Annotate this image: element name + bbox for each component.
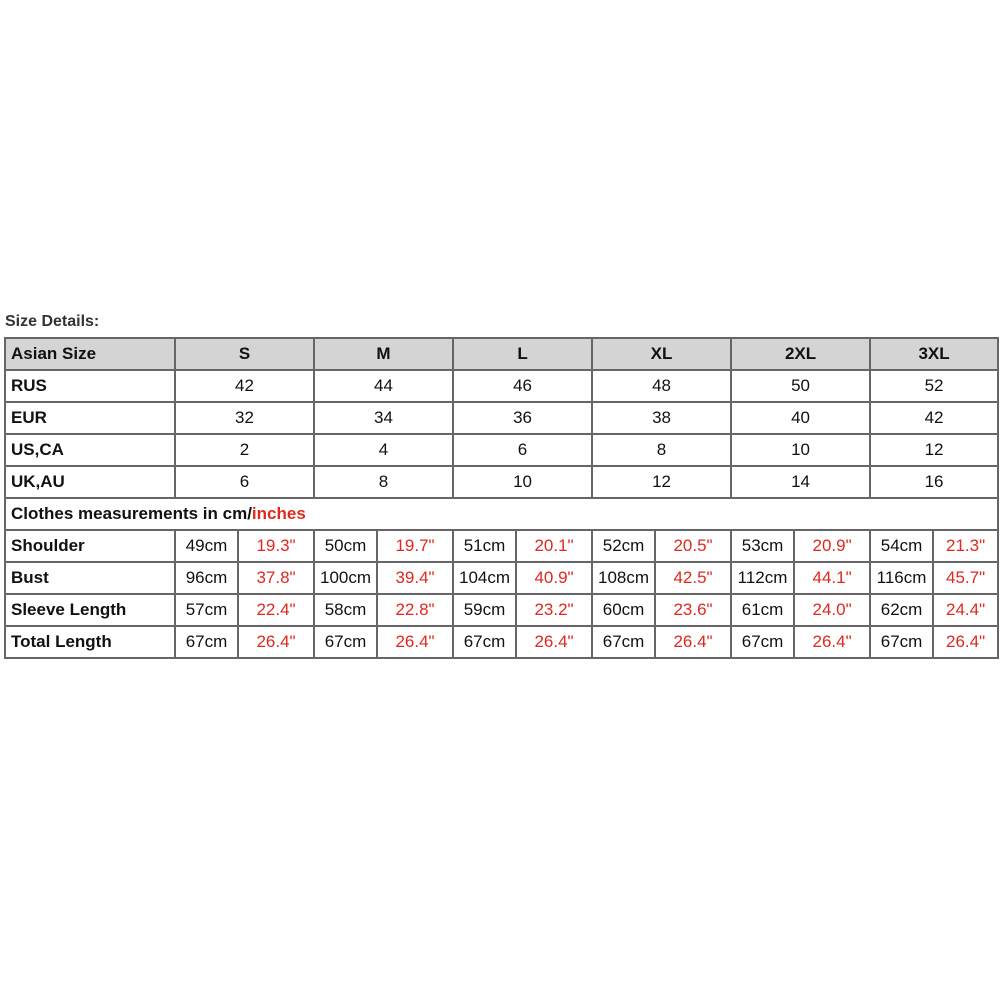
- inch-value: 40.9": [516, 562, 592, 594]
- row-label: Bust: [5, 562, 175, 594]
- size-value: 32: [175, 402, 314, 434]
- size-chart-table: [4, 337, 999, 659]
- size-value: 40: [731, 402, 870, 434]
- inch-value: 22.4": [238, 594, 314, 626]
- row-label: Total Length: [5, 626, 175, 658]
- inch-value: 26.4": [655, 626, 731, 658]
- measurements-heading-suffix: inches: [251, 504, 306, 523]
- inch-value: 24.4": [933, 594, 998, 626]
- size-value: 12: [592, 466, 731, 498]
- inch-value: 19.7": [377, 530, 453, 562]
- row-label: Shoulder: [5, 530, 175, 562]
- measurement-row: [5, 626, 998, 658]
- size-value: 34: [314, 402, 453, 434]
- size-value: 38: [592, 402, 731, 434]
- size-value: 4: [314, 434, 453, 466]
- measurements-heading-prefix: Clothes measurements in cm/: [11, 504, 252, 523]
- size-value: 8: [314, 466, 453, 498]
- size-header: 2XL: [731, 338, 870, 370]
- cm-value: 53cm: [731, 530, 794, 562]
- inch-value: 23.6": [655, 594, 731, 626]
- size-value: 2: [175, 434, 314, 466]
- cm-value: 112cm: [731, 562, 794, 594]
- size-header: XL: [592, 338, 731, 370]
- cm-value: 60cm: [592, 594, 655, 626]
- size-value: 14: [731, 466, 870, 498]
- cm-value: 67cm: [453, 626, 516, 658]
- inch-value: 45.7": [933, 562, 998, 594]
- size-header: M: [314, 338, 453, 370]
- row-label: US,CA: [5, 434, 175, 466]
- size-value: 36: [453, 402, 592, 434]
- cm-value: 57cm: [175, 594, 238, 626]
- measurement-row: [5, 530, 998, 562]
- cm-value: 67cm: [870, 626, 933, 658]
- inch-value: 20.9": [794, 530, 870, 562]
- inch-value: 19.3": [238, 530, 314, 562]
- size-value: 50: [731, 370, 870, 402]
- cm-value: 59cm: [453, 594, 516, 626]
- inch-value: 44.1": [794, 562, 870, 594]
- inch-value: 21.3": [933, 530, 998, 562]
- size-value: 10: [731, 434, 870, 466]
- header-label: Asian Size: [5, 338, 175, 370]
- row-label: Sleeve Length: [5, 594, 175, 626]
- inch-value: 24.0": [794, 594, 870, 626]
- size-value: 46: [453, 370, 592, 402]
- size-value: 48: [592, 370, 731, 402]
- size-header: S: [175, 338, 314, 370]
- cm-value: 52cm: [592, 530, 655, 562]
- size-header: 3XL: [870, 338, 998, 370]
- inch-value: 20.5": [655, 530, 731, 562]
- cm-value: 104cm: [453, 562, 516, 594]
- cm-value: 116cm: [870, 562, 933, 594]
- size-value: 6: [453, 434, 592, 466]
- inch-value: 26.4": [516, 626, 592, 658]
- size-value: 12: [870, 434, 998, 466]
- measurements-heading: [5, 498, 998, 530]
- cm-value: 58cm: [314, 594, 377, 626]
- conversion-row: [5, 370, 998, 402]
- inch-value: 42.5": [655, 562, 731, 594]
- cm-value: 108cm: [592, 562, 655, 594]
- size-value: 42: [870, 402, 998, 434]
- measurement-row: [5, 562, 998, 594]
- row-label: UK,AU: [5, 466, 175, 498]
- size-value: 42: [175, 370, 314, 402]
- size-value: 10: [453, 466, 592, 498]
- size-value: 6: [175, 466, 314, 498]
- size-value: 16: [870, 466, 998, 498]
- inch-value: 22.8": [377, 594, 453, 626]
- cm-value: 67cm: [314, 626, 377, 658]
- inch-value: 39.4": [377, 562, 453, 594]
- row-label: EUR: [5, 402, 175, 434]
- header-row: [5, 338, 998, 370]
- conversion-row: [5, 434, 998, 466]
- size-header: L: [453, 338, 592, 370]
- size-chart-body: [5, 338, 998, 658]
- inch-value: 23.2": [516, 594, 592, 626]
- inch-value: 20.1": [516, 530, 592, 562]
- page-title: Size Details:: [5, 313, 100, 330]
- cm-value: 50cm: [314, 530, 377, 562]
- inch-value: 26.4": [933, 626, 998, 658]
- conversion-row: [5, 466, 998, 498]
- inch-value: 26.4": [238, 626, 314, 658]
- inch-value: 26.4": [377, 626, 453, 658]
- size-value: 8: [592, 434, 731, 466]
- measurement-row: [5, 594, 998, 626]
- row-label: RUS: [5, 370, 175, 402]
- cm-value: 67cm: [175, 626, 238, 658]
- size-value: 44: [314, 370, 453, 402]
- cm-value: 61cm: [731, 594, 794, 626]
- inch-value: 26.4": [794, 626, 870, 658]
- cm-value: 67cm: [731, 626, 794, 658]
- size-value: 52: [870, 370, 998, 402]
- cm-value: 96cm: [175, 562, 238, 594]
- cm-value: 49cm: [175, 530, 238, 562]
- measurements-heading-row: [5, 498, 998, 530]
- inch-value: 37.8": [238, 562, 314, 594]
- cm-value: 51cm: [453, 530, 516, 562]
- conversion-row: [5, 402, 998, 434]
- cm-value: 67cm: [592, 626, 655, 658]
- cm-value: 100cm: [314, 562, 377, 594]
- cm-value: 62cm: [870, 594, 933, 626]
- cm-value: 54cm: [870, 530, 933, 562]
